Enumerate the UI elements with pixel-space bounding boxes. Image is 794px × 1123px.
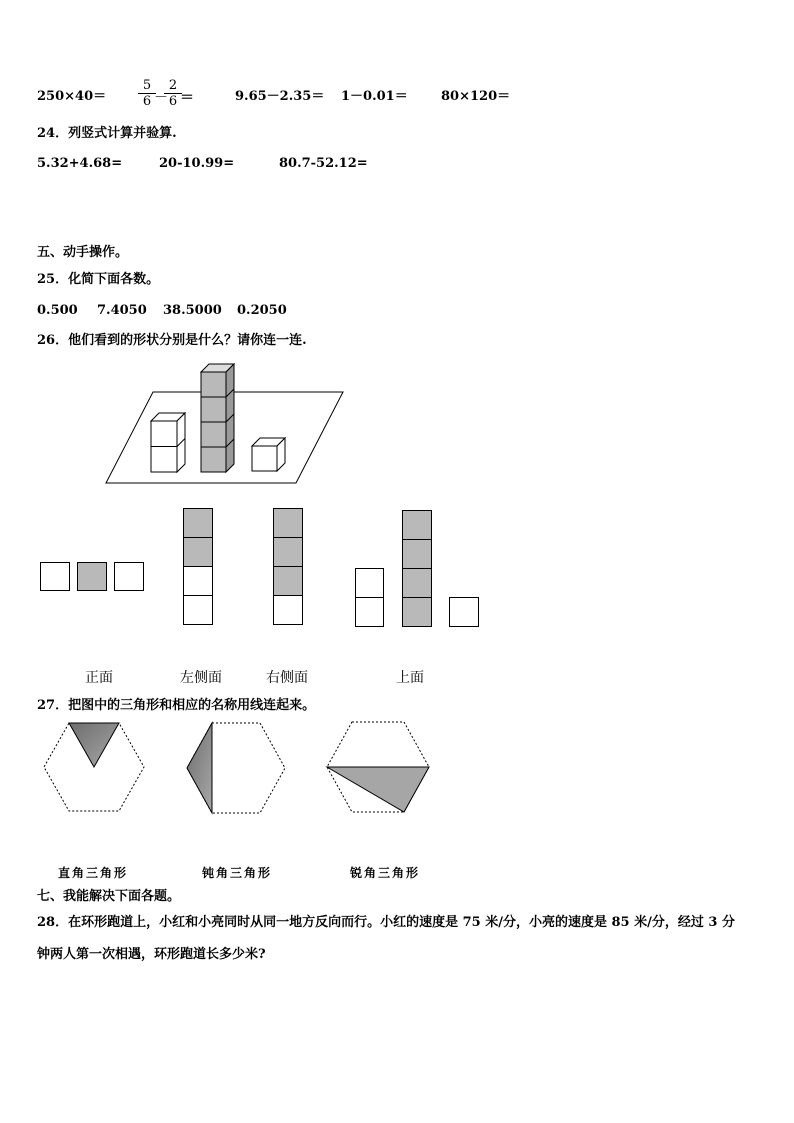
fraction-a-denominator: 6 (142, 94, 152, 109)
q26-title: 26．他们看到的形状分别是什么？请你连一连. (37, 333, 307, 348)
view-label-top[interactable]: 上面 (396, 670, 424, 686)
q24-item-1: 5.32+4.68= (37, 156, 123, 171)
triangle-shaded-1 (69, 723, 119, 767)
hexagon-2 (187, 723, 285, 813)
q24-item-2: 20-10.99= (159, 156, 235, 171)
hexagon-1 (44, 723, 144, 811)
triangle-shaded-2 (187, 723, 212, 813)
calc-item-3: 1－0.01＝ (341, 89, 408, 104)
view-label-left[interactable]: 左侧面 (180, 670, 222, 686)
calc-item-4: 80×120＝ (441, 89, 511, 104)
hexagon-3 (327, 722, 429, 812)
view-label-right[interactable]: 右侧面 (266, 670, 308, 686)
section7-title: 七、我能解决下面各题。 (37, 889, 181, 904)
calc-item-2: 9.65－2.35＝ (235, 89, 325, 104)
fraction-b-numerator: 2 (164, 78, 182, 94)
fraction-b-denominator: 6 (168, 94, 178, 109)
q24-title: 24．列竖式计算并验算. (37, 126, 177, 141)
q25-item-3: 38.5000 (163, 303, 222, 318)
q25-item-4: 0.2050 (237, 303, 287, 318)
q24-item-3: 80.7-52.12= (279, 156, 368, 171)
triangle-label-acute[interactable]: 锐角三角形 (350, 866, 421, 880)
q25-title: 25．化简下面各数。 (37, 272, 160, 287)
view-label-front[interactable]: 正面 (85, 670, 113, 686)
q28-line-2: 钟两人第一次相遇，环形跑道长多少米? (37, 947, 266, 962)
fraction-a-numerator: 5 (138, 78, 156, 94)
q25-item-2: 7.4050 (97, 303, 147, 318)
q25-item-1: 0.500 (37, 303, 78, 318)
q27-title: 27．把图中的三角形和相应的名称用线连起来。 (37, 698, 316, 713)
triangle-shaded-3 (327, 767, 429, 812)
triangle-label-right[interactable]: 直角三角形 (58, 866, 129, 880)
calc-item-1: 250×40＝ (37, 89, 107, 104)
section5-title: 五、动手操作。 (37, 245, 129, 260)
fraction-operator: － (154, 90, 168, 106)
triangle-label-obtuse[interactable]: 钝角三角形 (202, 866, 273, 880)
fraction-equals: ＝ (180, 90, 194, 106)
q28-line-1: 28．在环形跑道上，小红和小亮同时从同一地方反向而行。小红的速度是 75 米/分，小亮的速度是 85 米/分，经过 3 分 (37, 915, 735, 930)
